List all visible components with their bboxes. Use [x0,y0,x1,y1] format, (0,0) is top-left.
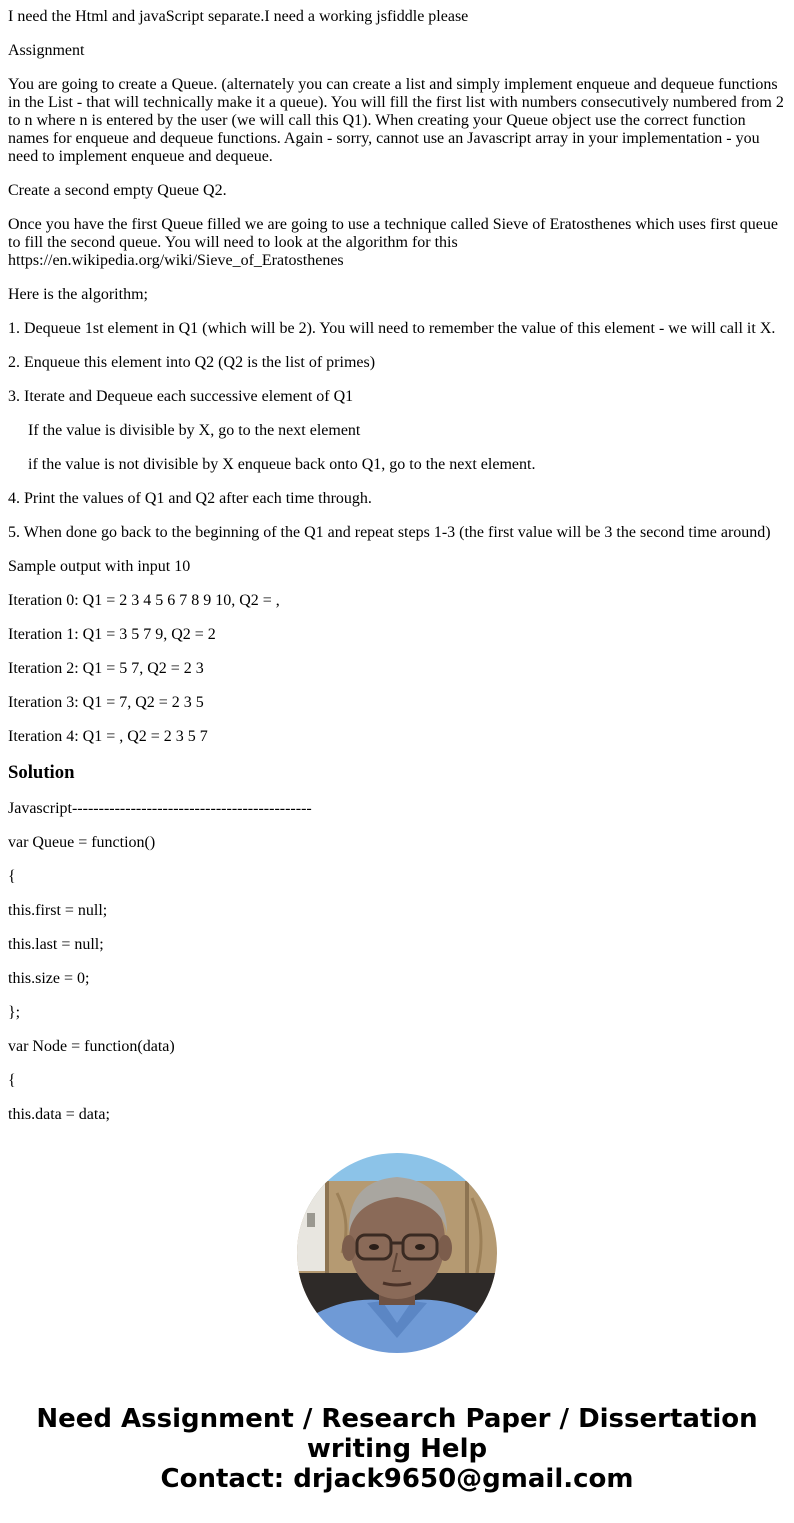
code-line: this.first = null; [8,902,108,919]
assignment-description: You are going to create a Queue. (alternately you can create a list and simply implement enqueue and dequeue functions in the List - that will technically make it a queue). You will fill the first list with numbers consecutively numbered from 2 to n where n is entered by the user (we will call this Q1). When creating your Queue object use the correct function names for enqueue and dequeue functions. Again - sorry, cannot use an Javascript array in your implementation - you need to implement enqueue and dequeue. [8,76,784,165]
question-document [8,0,786,1122]
sample-heading: Sample output with input 10 [8,558,191,575]
code-line: { [8,868,16,885]
second-queue-text: Create a second empty Queue Q2. [8,182,227,199]
sample-output-line: Iteration 0: Q1 = 2 3 4 5 6 7 8 9 10, Q2 = , [8,592,280,609]
code-line: var Node = function(data) [8,1038,175,1055]
algorithm-step: 4. Print the values of Q1 and Q2 after each time through. [8,490,372,507]
code-line: this.data = data; [8,1106,110,1122]
code-line: }; [8,1004,21,1021]
sample-output-line: Iteration 3: Q1 = 7, Q2 = 2 3 5 [8,694,204,711]
sample-output-line: Iteration 4: Q1 = , Q2 = 2 3 5 7 [8,728,208,745]
algorithm-substep: If the value is divisible by X, go to the next element [28,422,361,439]
code-line: { [8,1072,16,1089]
sieve-intro [8,216,786,270]
code-line: this.last = null; [8,936,104,953]
algorithm-step: 2. Enqueue this element into Q2 (Q2 is the list of primes) [8,354,376,371]
solution-heading: Solution [8,762,75,783]
banner-line-1: Need Assignment / Research Paper / Dissertation [36,1404,758,1434]
sieve-intro-text: Once you have the first Queue filled we are going to use a technique called Sieve of Eratosthenes which uses first queue to fill the second queue. You will need to look at the algorithm for this [8,216,778,251]
algorithm-step: 3. Iterate and Dequeue each successive element of Q1 [8,388,354,405]
intro-text: I need the Html and javaScript separate.I need a working jsfiddle please [8,8,469,25]
sieve-link: https://en.wikipedia.org/wiki/Sieve_of_Eratosthenes [8,252,344,269]
sample-output-line: Iteration 2: Q1 = 5 7, Q2 = 2 3 [8,660,204,677]
algorithm-step: 5. When done go back to the beginning of the Q1 and repeat steps 1-3 (the first value will be 3 the second time around) [8,524,771,541]
person-photo-icon [297,1153,497,1353]
code-line: var Queue = function() [8,834,156,851]
avatar [297,1153,497,1353]
code-line: Javascript--------------------------------------------- [8,800,312,817]
code-line: this.size = 0; [8,970,90,987]
banner-contact: Contact: drjack9650@gmail.com [160,1464,634,1494]
sample-output-line: Iteration 1: Q1 = 3 5 7 9, Q2 = 2 [8,626,216,643]
algorithm-heading: Here is the algorithm; [8,286,148,303]
algorithm-substep: if the value is not divisible by X enqueue back onto Q1, go to the next element. [28,456,536,473]
algorithm-step: 1. Dequeue 1st element in Q1 (which will be 2). You will need to remember the value of this element - we will call it X. [8,320,776,337]
assignment-heading: Assignment [8,42,85,59]
banner-line-2: writing Help [306,1434,488,1464]
contact-banner [0,1404,794,1494]
